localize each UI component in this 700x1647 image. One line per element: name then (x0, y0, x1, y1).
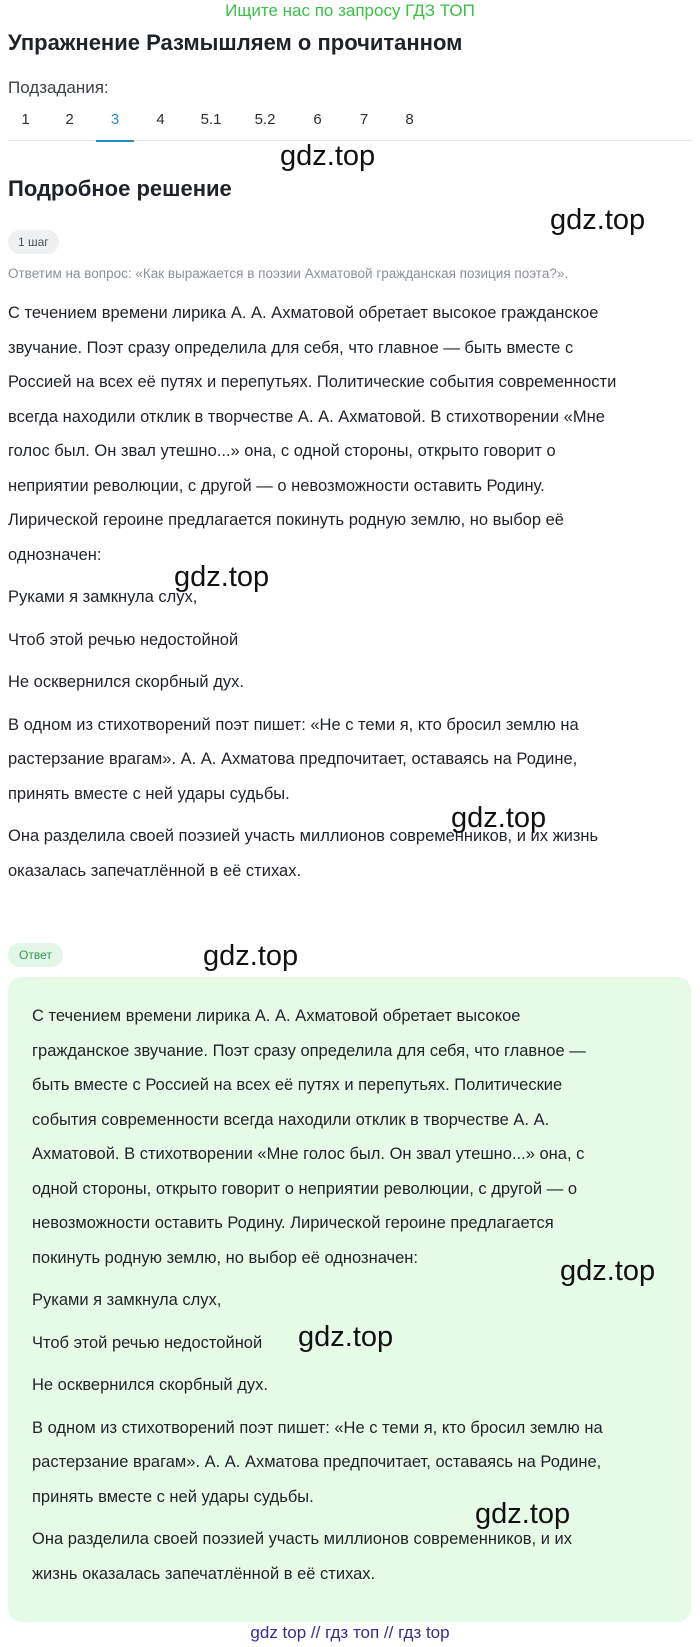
text-line: В одном из стихотворений поэт пишет: «Не с теми я, кто бросил землю на (32, 1418, 603, 1437)
text-line: гражданское звучание. Поэт сразу определила для себя, что главное — (32, 1041, 586, 1060)
text-line: В одном из стихотворений поэт пишет: «Не с теми я, кто бросил землю на (8, 715, 579, 734)
watermark: gdz.top (451, 802, 547, 834)
footer-links[interactable]: gdz top // гдз топ // гдз top (250, 1623, 450, 1642)
verse-line: Не осквернился скорбный дух. (8, 673, 244, 691)
subtask-tabs (8, 103, 692, 141)
answer-badge: Ответ (8, 943, 63, 967)
text-line: Россией на всех её путях и перепутьях. Политические события современности (8, 373, 617, 391)
text-line: невозможности оставить Родину. Лирической героине предлагается (32, 1214, 554, 1232)
verse-line: Руками я замкнула слух, (8, 588, 198, 606)
text-line: Она разделила своей поэзией участь миллионов современников, и их (32, 1530, 572, 1548)
verse-line: Чтоб этой речью недостойной (32, 1333, 263, 1352)
watermark: gdz.top (560, 1255, 656, 1287)
solution-paragraph (8, 296, 688, 572)
search-hint-banner: Ищите нас по запросу ГДЗ ТОП (225, 1, 475, 20)
text-line: С течением времени лирика А. А. Ахматовой обретает высокое (32, 1007, 521, 1025)
text-line: Она разделила своей поэзией участь миллионов современников, и их жизнь (8, 827, 599, 845)
text-line: быть вместе с Россией на всех её путях и перепутьях. Политические (32, 1076, 563, 1094)
text-line: принять вместе с ней удары судьбы. (8, 784, 290, 803)
text-line: принять вместе с ней удары судьбы. (32, 1487, 314, 1506)
tab-subtask-2[interactable]: 2 (65, 111, 74, 128)
text-line: одной стороны, открыто говорит о неприятии революции, с другой — о (32, 1179, 577, 1198)
tab-subtask-5-2[interactable]: 5.2 (254, 111, 276, 128)
tab-subtask-6[interactable]: 6 (313, 111, 322, 128)
text-line: звучание. Поэт сразу определила для себя, что главное — быть вместе с (8, 338, 574, 357)
text-line: Лирической героине предлагается покинуть родную землю, но выбор её (8, 511, 564, 529)
text-line: Ахматовой. В стихотворении «Мне голос был. Он звал утешно...» она, с (32, 1145, 585, 1163)
tab-subtask-7[interactable]: 7 (359, 111, 369, 128)
text-line: однозначен: (8, 545, 102, 564)
watermark: gdz.top (298, 1321, 394, 1353)
tab-subtask-4[interactable]: 4 (156, 111, 165, 128)
verse-line: Чтоб этой речью недостойной (8, 630, 239, 649)
text-line: покинуть родную землю, но выбор её однозначен: (32, 1248, 418, 1267)
subtasks-label: Подзадания: (8, 78, 109, 97)
text-line: растерзание врагам». А. А. Ахматова предпочитает, оставаясь на Родине, (32, 1453, 602, 1471)
watermark: gdz.top (475, 1498, 571, 1530)
tab-subtask-5-1[interactable]: 5.1 (200, 111, 222, 128)
watermark: gdz.top (280, 140, 376, 172)
text-line: растерзание врагам». А. А. Ахматова предпочитает, оставаясь на Родине, (8, 750, 578, 768)
text-line: С течением времени лирика А. А. Ахматовой обретает высокое гражданское (8, 304, 599, 322)
quote-paragraph (8, 708, 688, 812)
answer-paragraph (32, 999, 672, 1275)
watermark: gdz.top (550, 204, 646, 236)
text-line: всегда находили отклик в творчестве А. А. Ахматовой. В стихотворении «Мне (8, 407, 605, 426)
closing-paragraph (32, 1522, 672, 1591)
question-text: Ответим на вопрос: «Как выражается в поэзии Ахматовой гражданская позиция поэта?». (8, 266, 569, 281)
closing-paragraph (8, 819, 688, 888)
tab-subtask-1[interactable]: 1 (21, 111, 30, 128)
quote-paragraph (32, 1411, 672, 1515)
verse-line: Не осквернился скорбный дух. (32, 1376, 268, 1394)
section-title: Подробное решение (8, 176, 232, 201)
text-line: голос был. Он звал утешно...» она, с одной стороны, открыто говорит о (8, 442, 556, 460)
watermark: gdz.top (174, 561, 270, 593)
page-title: Упражнение Размышляем о прочитанном (8, 30, 463, 55)
verse-line: Руками я замкнула слух, (32, 1291, 222, 1309)
text-line: события современности всегда находили отклик в творчестве А. А. (32, 1110, 550, 1129)
text-line: жизнь оказалась запечатлённой в её стихах. (32, 1564, 376, 1583)
step-badge: 1 шаг (8, 230, 59, 254)
watermark: gdz.top (203, 940, 299, 972)
solution-text (8, 296, 688, 888)
text-line: оказалась запечатлённой в её стихах. (8, 861, 302, 880)
answer-text (32, 999, 672, 1591)
tab-subtask-8[interactable]: 8 (405, 111, 414, 128)
text-line: неприятии революции, с другой — о невозможности оставить Родину. (8, 476, 545, 495)
tab-subtask-3[interactable]: 3 (96, 103, 134, 141)
